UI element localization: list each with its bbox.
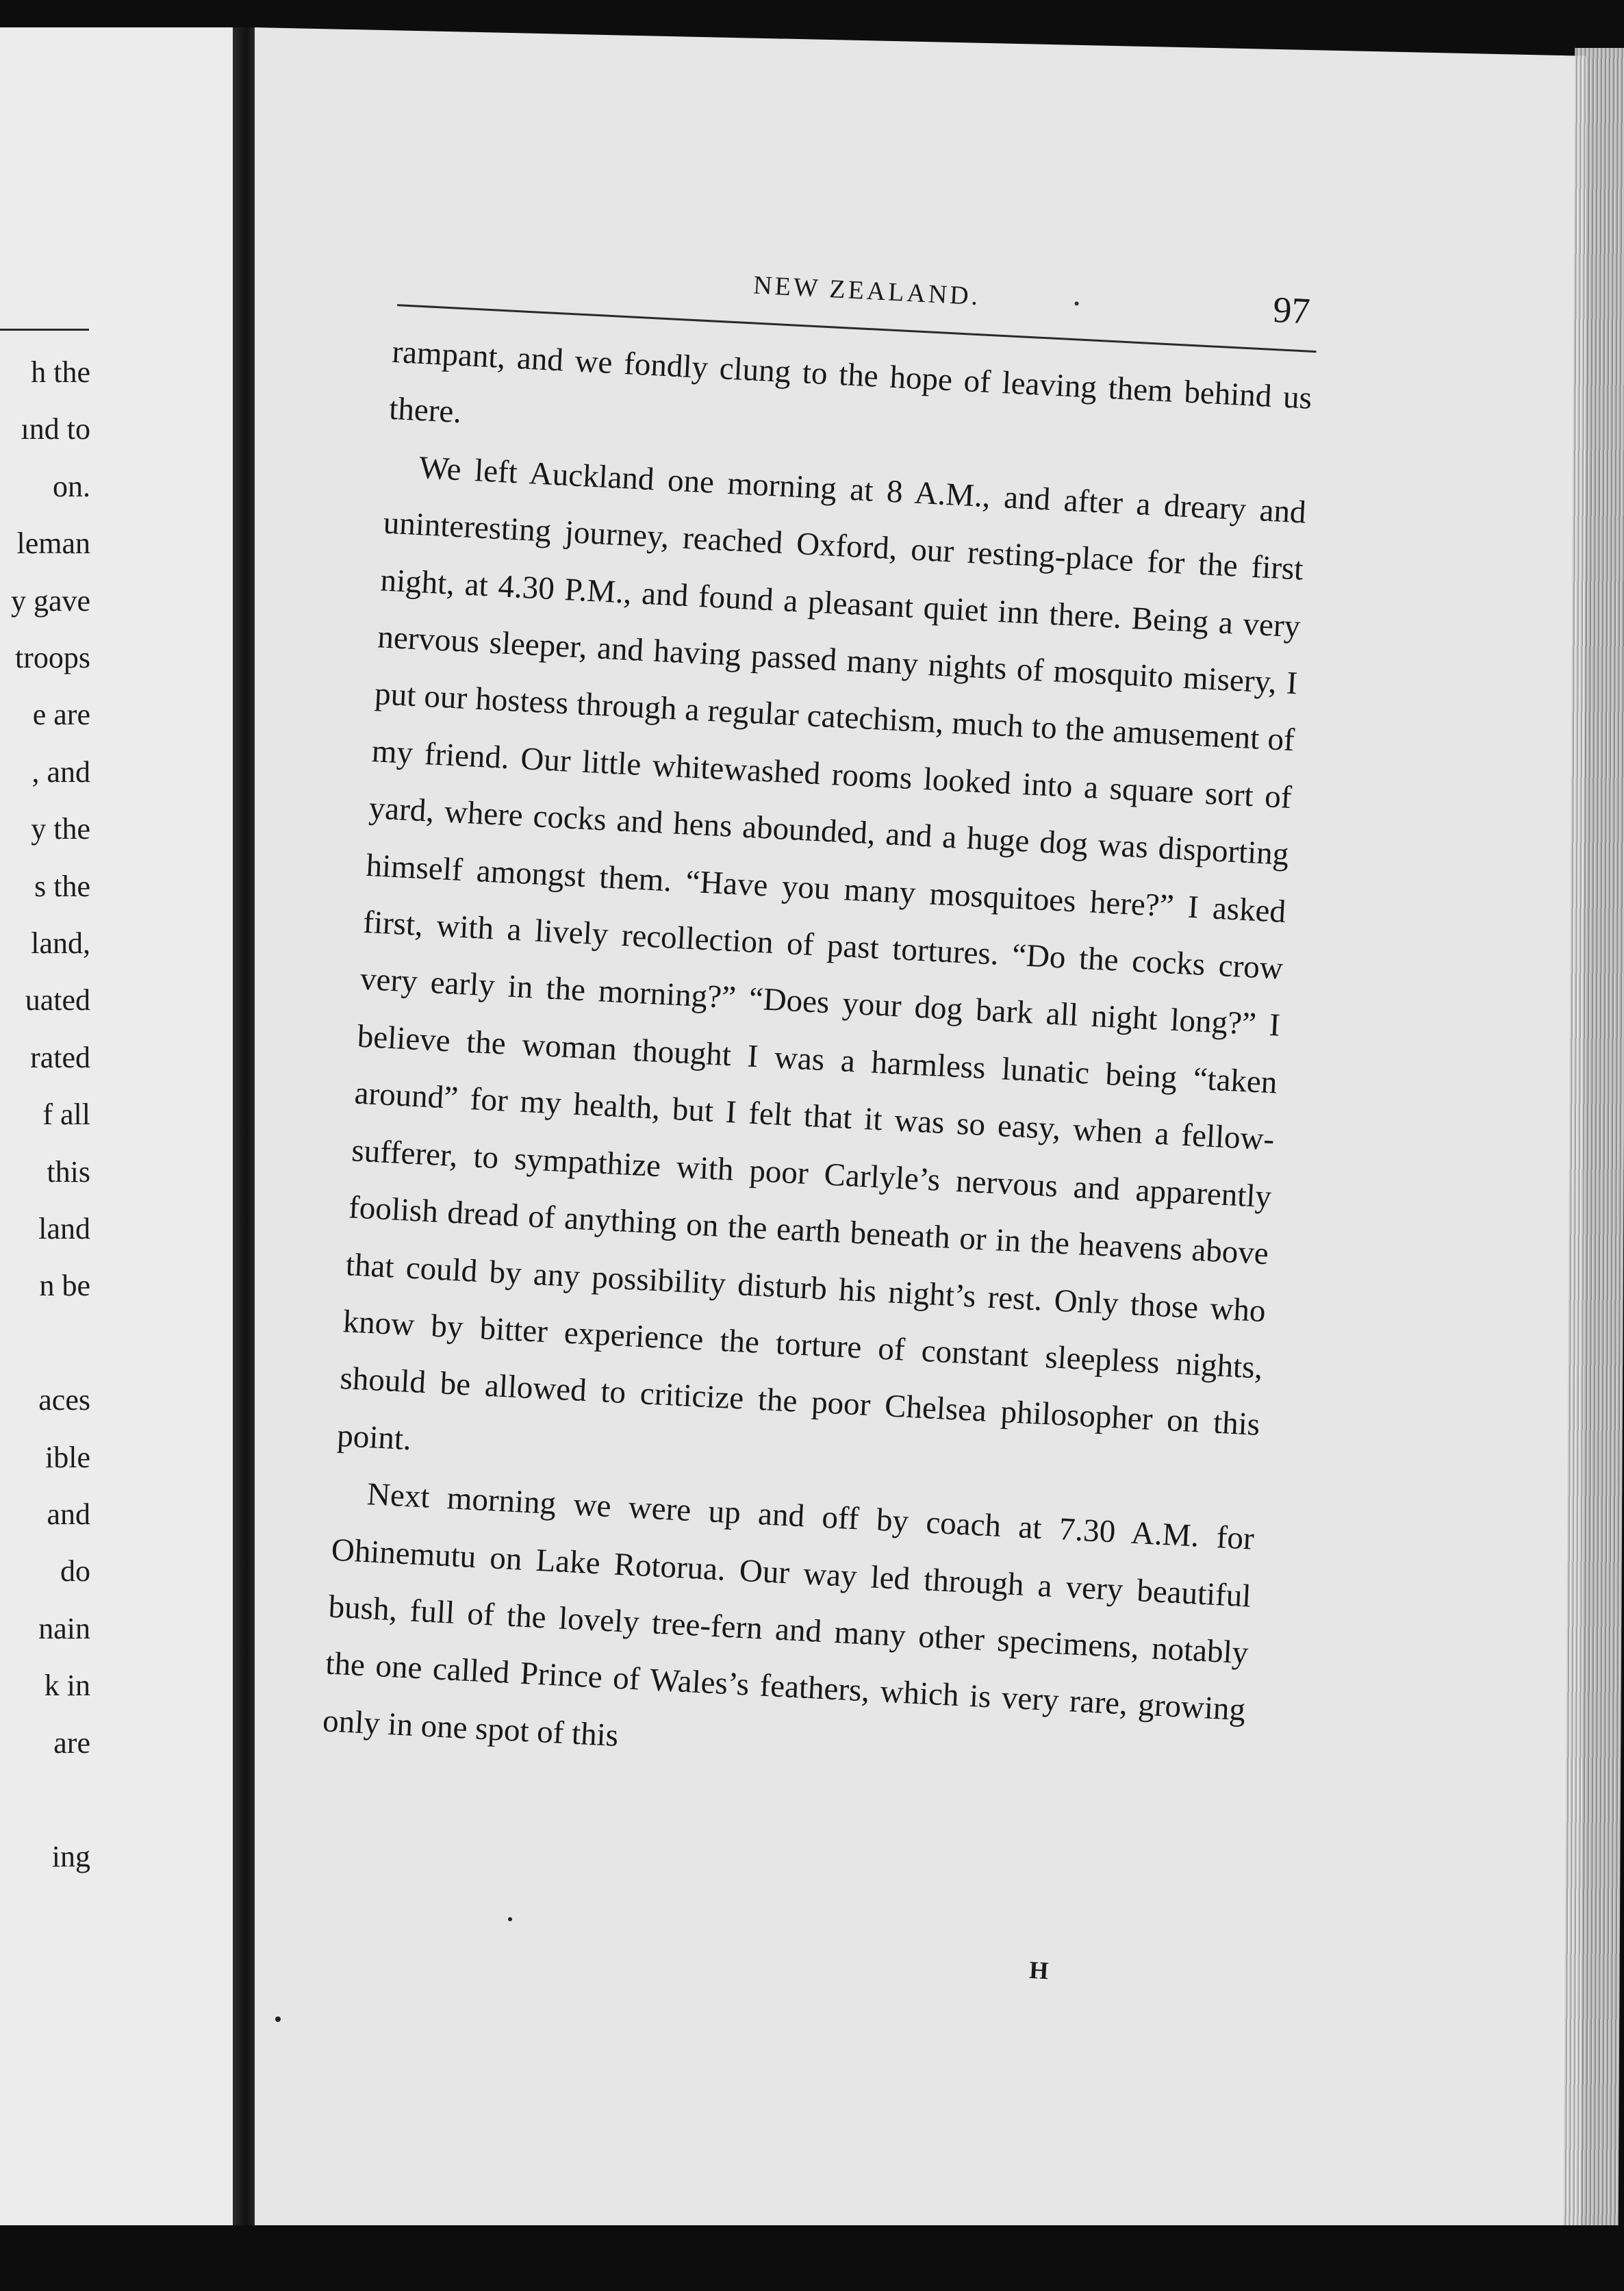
- left-page-line-fragment: s the: [34, 869, 90, 903]
- paragraph: rampant, and we fondly clung to the hope of leaving them behind us there.: [388, 333, 1313, 431]
- page-number: 97: [1271, 288, 1311, 332]
- left-page-line-fragment: y the: [31, 812, 90, 846]
- left-page-line-fragment: ing: [51, 1840, 90, 1874]
- left-page-line-fragment: nain: [38, 1611, 90, 1645]
- left-page-line-fragment: and: [47, 1497, 90, 1531]
- left-page-line-fragment: y gave: [10, 583, 90, 618]
- paragraph: Next morning we were up and off by coach at 7.30 A.M. for Ohinemutu on Lake Rotorua. Our way led through a very beautiful bush, full of the lovely tree-fern and many other specimens, notably the one called Prince of Wales’s feathers, which is very rare, growing only in one spot of this: [322, 1476, 1255, 1754]
- left-page-line-fragment: are: [53, 1725, 90, 1760]
- left-page-line-fragment: rated: [30, 1040, 90, 1074]
- left-page-line-fragment: land,: [31, 926, 90, 960]
- left-page-line-fragment: n be: [39, 1269, 90, 1303]
- left-page-line-fragment: uated: [25, 983, 90, 1017]
- left-page-line-fragment: on.: [53, 469, 90, 503]
- left-page-line-fragment: f all: [42, 1098, 90, 1132]
- left-page-line-fragment: , and: [31, 755, 90, 789]
- left-page-line-fragment: ınd to: [21, 412, 90, 446]
- left-page-line-fragment: this: [47, 1154, 90, 1189]
- left-page-line-fragment: e are: [32, 698, 90, 732]
- signature-mark: H: [1028, 1955, 1050, 1985]
- ink-speck: [1074, 301, 1078, 305]
- left-page-line-fragment: aces: [38, 1383, 90, 1417]
- left-page-line-fragment: h the: [31, 355, 90, 389]
- body-text: [321, 324, 1313, 1797]
- left-page-line-fragment: troops: [15, 641, 90, 674]
- left-page-line-fragment: ible: [45, 1440, 90, 1474]
- left-page-line-fragment: k in: [44, 1669, 90, 1703]
- ink-speck: [275, 2016, 281, 2022]
- left-page-line-fragment: land: [38, 1212, 90, 1245]
- running-head: NEW ZEALAND.: [752, 270, 982, 312]
- ink-speck: [508, 1917, 512, 1921]
- paragraph: We left Auckland one morning at 8 A.M., and after a dreary and uninteresting journey, reached Oxford, our resting-place for the first night, at 4.30 P.M., and found a pleasant quiet inn there. Being a very nervous sleeper, and having passed many nights of mosquito misery, I put our hostess through a regular catechism, much to the amusement of my friend. Our little whitewashed rooms looked into a square sort of yard, where cocks and hens abounded, and a huge dog was disporting himself amongst them. “Have you many mosquitoes here?” I asked first, with a lively recollection of past tortures. “Do the cocks crow very early in the morning?” “Does your dog bark all night long?” I believe the woman thought I was a harmless lunatic being “taken around” for my health, but I felt that it was so easy, when a fellow-sufferer, to sympathize with poor Carlyle’s nervous and apparently foolish dread of anything on the earth beneath or in the heavens above that could by any possibility disturb his night’s rest. Only those who know by bitter experience the torture of constant sleepless nights, should be allowed to criticize the poor Chelsea philosopher on this point.: [336, 449, 1307, 1457]
- left-page-line-fragment: do: [60, 1554, 90, 1588]
- left-page-line-fragment: leman: [16, 527, 90, 561]
